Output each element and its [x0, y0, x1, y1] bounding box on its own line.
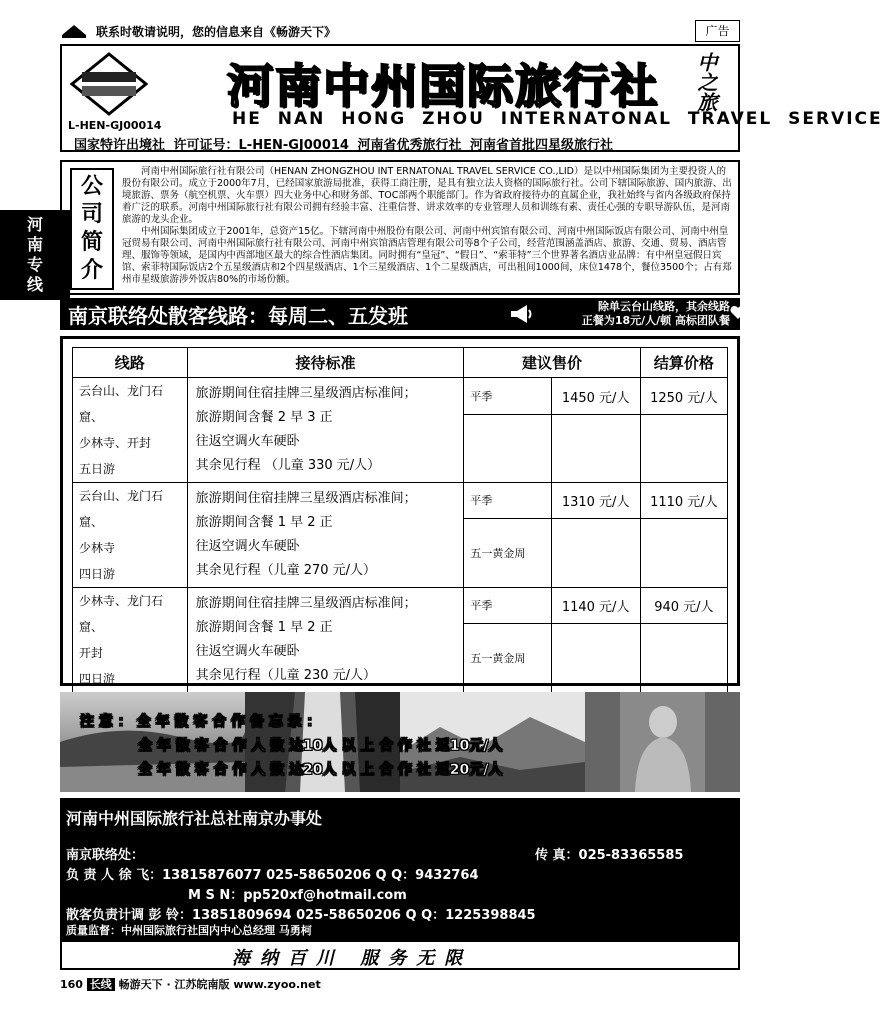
- table-row: [73, 483, 728, 519]
- suggested-price-cell: [551, 518, 640, 587]
- banner-title: 南京联络处散客线路：每周二、五发班: [68, 304, 408, 328]
- agency-title: 河南中州国际旅行社: [227, 59, 659, 113]
- calligraphy-mark: 中之旅: [694, 52, 718, 112]
- settlement-price-cell: [640, 518, 727, 587]
- settlement-price-cell: 1250 元/人: [640, 378, 727, 415]
- table-row: [73, 378, 728, 415]
- settlement-price-cell: [640, 415, 727, 483]
- footer-text: 畅游天下 · 江苏皖南版 www.zyoo.net: [118, 978, 321, 991]
- suggested-price-cell: 1310 元/人: [551, 483, 640, 519]
- table-header-row: [73, 348, 728, 378]
- intro-paragraph-2: 中州国际集团成立于2001年，总资产15亿。下辖河南中州股份有限公司、河南中州宾馆有限公司、河南中州国际饭店有限公司、河南中州皇冠贸易有限公司、河南中州国际旅行社有限公司、河南中州宾馆酒店管理有限公司等8个子公司，经营范围涵盖酒店、旅游、交通、贸易、酒店管理、服饰等领域，是国内中西部地区最大的综合性酒店集团。同时拥有“皇冠”、“假日”、“索菲特”三个世界著名酒店业品牌：有中州皇冠假日宾馆、索菲特国际饭店2个五星级酒店和2个四星级酒店、1个三星级酒店、1个二星级酒店，可出租间1000间，床位1478个，餐位3500个；占有郑州市星级旅游涉外饭店80%的市场份额。: [122, 226, 732, 285]
- header-suggested-price: 建议售价: [464, 348, 640, 378]
- season-cell: 五一黄金周: [464, 623, 551, 692]
- suggested-price-cell: [551, 623, 640, 692]
- contact-block: [60, 798, 740, 940]
- notice-line-2: 全 年 散 客 合 作 人 数 达10人 以 上 合 作 社 返10元/人: [138, 738, 503, 754]
- settlement-price-cell: [640, 623, 727, 692]
- intro-label: 公 司 简 介: [70, 168, 114, 290]
- standard-cell: 旅游期间住宿挂牌三星级酒店标准间； 旅游期间含餐 2 早 3 正 往返空调火车硬卧 其余见行程 （儿童 330 元/人）: [187, 378, 464, 483]
- manager-contact: 负 责 人 徐 飞：13815876077 025-58650206 Q Q：9432764: [66, 868, 479, 883]
- agency-qualifications: 国家特许出境社 许可证号：L-HEN-GJ00014 河南省优秀旅行社 河南省首批四星级旅行社: [74, 138, 614, 153]
- top-notice-text: 联系时敬请说明，您的信息来自《畅游天下》: [96, 24, 337, 39]
- route-cell: 云台山、龙门石窟、 少林寺 四日游: [73, 483, 188, 588]
- standard-cell: 旅游期间住宿挂牌三星级酒店标准间； 旅游期间含餐 1 早 2 正 往返空调火车硬卧 其余见行程（儿童 230 元/人）: [187, 588, 464, 693]
- agency-english-name: HE NAN HONG ZHOU INTERNATONAL TRAVEL SERVICE: [232, 109, 883, 129]
- intro-text: [122, 166, 734, 286]
- page-footer: [60, 976, 321, 992]
- megaphone-icon: [508, 302, 534, 326]
- notice-line-3: 全 年 散 客 合 作 人 数 达20人 以 上 合 作 社 返20元/人: [138, 762, 503, 778]
- side-tab-henan-line: 河 南 专 线: [0, 210, 70, 300]
- route-cell: 云台山、龙门石窟、 少林寺、开封 五日游: [73, 378, 188, 483]
- heart-icon: [730, 306, 746, 320]
- header-standard: 接待标准: [187, 348, 464, 378]
- route-price-table: [60, 336, 740, 686]
- magazine-logo-icon: [60, 23, 88, 39]
- page-number: 160: [60, 978, 83, 991]
- company-intro: [60, 160, 740, 295]
- intro-paragraph-1: 河南中州国际旅行社有限公司（HENAN ZHONGZHOU INT ERNATONAL TRAVEL SERVICE CO.,LID）是以中州国际集团为主要投资人的股份有限公司。成立于2000年7月，已经国家旅游局批准，获得工商注册，是具有独立法人资格的国际旅行社。公司下辖国际旅游、国内旅游、出境旅游、票务（航空机票、火车票）四大业务中心和财务部、TOC部两个职能部门。作为省政府接待办的直属企业，我社始终与省内各级政府保持着广泛的联系。河南中州国际旅行社有限公司拥有经验丰富、注重信誉、讲求效率的专业管理人员和训练有素、责任心强的专职导游队伍，是河南旅游的龙头企业。: [122, 166, 732, 225]
- header-route: 线路: [73, 348, 188, 378]
- nanjing-label: 南京联络处：: [66, 848, 145, 863]
- fax-number: 传 真：025-83365585: [535, 848, 684, 863]
- msn-contact: M S N：pp520xf@hotmail.com: [188, 888, 407, 903]
- section-tag: 长线: [87, 978, 115, 991]
- route-banner: [60, 298, 740, 330]
- suggested-price-cell: 1450 元/人: [551, 378, 640, 415]
- office-name: 河南中州国际旅行社总社南京办事处: [66, 809, 323, 828]
- company-logo-icon: [68, 50, 150, 118]
- standard-cell: 旅游期间住宿挂牌三星级酒店标准间； 旅游期间含餐 1 早 2 正 往返空调火车硬卧 其余见行程（儿童 270 元/人）: [187, 483, 464, 588]
- season-cell: 平季: [464, 588, 551, 624]
- season-cell: [464, 415, 551, 483]
- price-table: [72, 347, 728, 693]
- cooperation-notice: [80, 710, 502, 782]
- season-cell: 五一黄金周: [464, 518, 551, 587]
- settlement-price-cell: 940 元/人: [640, 588, 727, 624]
- banner-note: 除单云台山线路，其余线路 正餐为18元/人/顿 高标团队餐: [581, 300, 730, 327]
- route-cell: 少林寺、龙门石窟、 开封 四日游: [73, 588, 188, 693]
- season-cell: 平季: [464, 483, 551, 519]
- scheduler-contact: 散客负责计调 彭 铃：13851809694 025-58650206 Q Q：1225398845: [66, 908, 536, 923]
- slogan: 海纳百川 服务无限: [232, 948, 473, 969]
- suggested-price-cell: [551, 415, 640, 483]
- buddha-grotto-photo: [585, 692, 740, 792]
- suggested-price-cell: 1140 元/人: [551, 588, 640, 624]
- agency-header: [60, 44, 883, 153]
- header-settlement-price: 结算价格: [640, 348, 727, 378]
- quality-supervisor: 质量监督：中州国际旅行社国内中心总经理 马勇柯: [66, 924, 312, 937]
- table-row: [73, 588, 728, 624]
- season-cell: 平季: [464, 378, 551, 415]
- settlement-price-cell: 1110 元/人: [640, 483, 727, 519]
- notice-line-1: 注 意 ： 全 年 散 客 合 作 备 忘 录 ：: [80, 714, 321, 730]
- ad-tag: 广告: [695, 20, 740, 42]
- license-code: L-HEN-GJ00014: [68, 119, 162, 132]
- top-notice-bar: [60, 20, 740, 42]
- slogan-box: [60, 940, 740, 970]
